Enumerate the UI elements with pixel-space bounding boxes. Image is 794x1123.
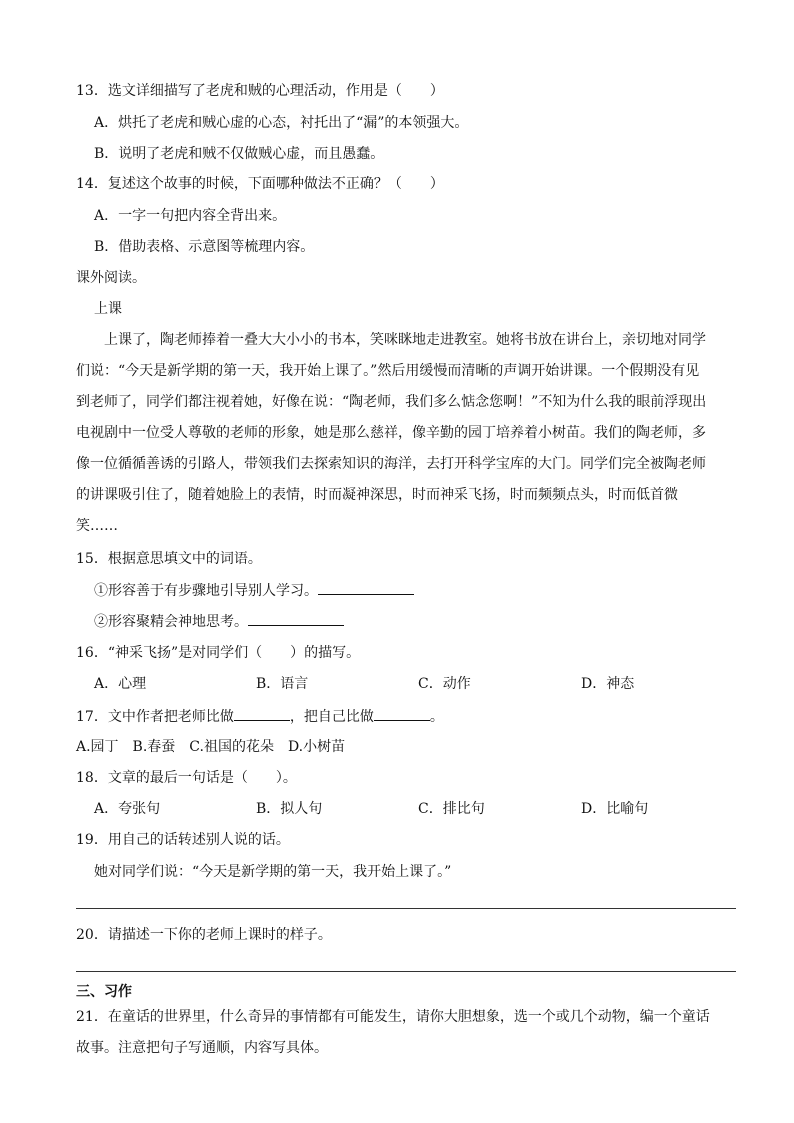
q15-item-1-text: 形容善于有步骤地引导别人学习。 — [108, 583, 318, 599]
q16-option-a: A．心理 — [94, 676, 147, 692]
q17-answer-blank-2[interactable] — [374, 706, 430, 721]
q17-options: A.园丁 B.春蚕 C.祖国的花朵 D.小树苗 — [76, 739, 346, 755]
q17-answer-blank-1[interactable] — [234, 706, 290, 721]
q19-stem: 19．用自己的话转述别人说的话。 — [76, 832, 290, 848]
q21-line-2: 故事。注意把句子写通顺，内容写具体。 — [76, 1040, 328, 1056]
section-heading: 三、习作 — [76, 984, 132, 1000]
passage-line: 到老师了，同学们都注视着她，好像在说：“陶老师，我们多么惦念您啊！”不知为什么我的眼前浮现出 — [76, 394, 707, 410]
q13-option-a: A．烘托了老虎和贼心虚的心态，衬托出了“漏”的本领强大。 — [94, 115, 469, 131]
extra-reading-label: 课外阅读。 — [76, 270, 146, 286]
q15-answer-blank-2[interactable] — [248, 611, 344, 626]
passage-title: 上课 — [94, 301, 122, 317]
q18-option-b: B．拟人句 — [256, 801, 323, 817]
q17-part2: ，把自己比做 — [289, 709, 374, 725]
q16-options — [94, 674, 734, 694]
q15-item-1-number: ① — [94, 583, 108, 599]
passage-line: 们说：“今天是新学期的第一天，我开始上课了。”然后用缓慢而清晰的声调开始讲课。一个假期没有见 — [76, 363, 700, 379]
q21-line-1: 21．在童话的世界里，什么奇异的事情都有可能发生，请你大胆想象，选一个或几个动物，编一个童话 — [76, 1009, 710, 1025]
q17-part1: 17．文中作者把老师比做 — [76, 709, 234, 725]
q15-stem: 15．根据意思填文中的词语。 — [76, 551, 262, 567]
q18-options — [94, 799, 734, 819]
q17-part3: 。 — [429, 709, 444, 725]
q16-option-c: C．动作 — [418, 676, 471, 692]
q18-stem: 18．文章的最后一句话是（ ）。 — [76, 770, 297, 786]
q18-option-d: D．比喻句 — [581, 801, 649, 817]
q16-stem: 16．“神采飞扬”是对同学们（ ）的描写。 — [76, 645, 361, 661]
passage-line: 笑…… — [76, 518, 118, 534]
q17-stem — [76, 706, 444, 727]
passage-line: 像一位循循善诱的引路人，带领我们去探索知识的海洋，去打开科学宝库的大门。同学们完全被陶老师 — [76, 456, 706, 472]
q13-option-b: B．说明了老虎和贼不仅做贼心虚，而且愚蠢。 — [94, 146, 385, 162]
q16-option-d: D．神态 — [581, 676, 635, 692]
q19-quote: 她对同学们说：“今天是新学期的第一天，我开始上课了。” — [94, 864, 452, 880]
q16-option-b: B．语言 — [256, 676, 309, 692]
passage-line: 电视剧中一位受人尊敬的老师的形象，她是那么慈祥，像辛勤的园丁培养着小树苗。我们的陶老师，多 — [76, 425, 706, 441]
q18-option-c: C．排比句 — [418, 801, 485, 817]
q15-item-2-text: 形容聚精会神地思考。 — [108, 614, 248, 630]
q20-answer-line[interactable] — [76, 971, 736, 972]
q14-stem: 14．复述这个故事的时候，下面哪种做法不正确？（ ） — [76, 176, 444, 192]
q18-option-a: A．夸张句 — [94, 801, 161, 817]
q15-item-1 — [94, 580, 414, 601]
q19-answer-line[interactable] — [76, 908, 736, 909]
q15-answer-blank-1[interactable] — [318, 580, 414, 595]
passage-line: 的讲课吸引住了，随着她脸上的表情，时而凝神深思，时而神采飞扬，时而频频点头，时而低首微 — [76, 487, 678, 503]
q13-stem: 13．选文详细描写了老虎和贼的心理活动，作用是（ ） — [76, 83, 444, 99]
q14-option-a: A．一字一句把内容全背出来。 — [94, 208, 287, 224]
passage-line: 上课了，陶老师捧着一叠大大小小的书本，笑咪眯地走进教室。她将书放在讲台上，亲切地对同学 — [104, 332, 706, 348]
q15-item-2 — [94, 611, 344, 632]
q20-stem: 20．请描述一下你的老师上课时的样子。 — [76, 927, 332, 943]
q15-item-2-number: ② — [94, 614, 108, 630]
q14-option-b: B．借助表格、示意图等梳理内容。 — [94, 239, 315, 255]
